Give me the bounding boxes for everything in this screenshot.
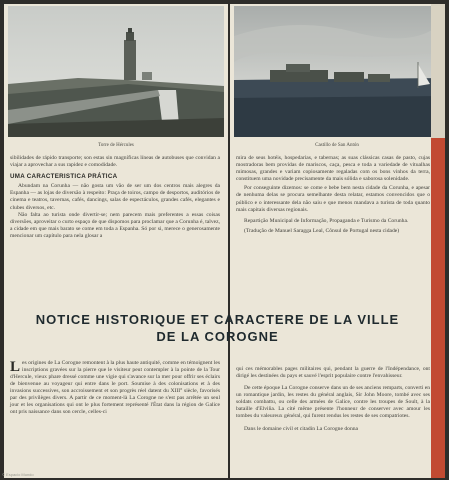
right-page bbox=[230, 4, 431, 478]
drop-cap: L bbox=[10, 359, 21, 375]
watermark: © Espacio Mundo bbox=[2, 472, 34, 477]
notice-left-text: es origines de La Corogne remontent à la plus haute antiquité, comme en témoignent les inscriptions gravées sur la pierre que le visiteur peut contempler à la pointe de la Tour d'Hercule, vieux phare dressé comme une vigie qui s'avance sur la mer pour offrir ses éclairs de bienvenue au voyageur qui entre dans le port. Soumise à des colonisations et à des invasions successives, son accroissement et son progrès réel datent du XIII° siècle, favorisés par des privilèges divers. A partir de ce moment-là La Corogne ne s'est pas arrêtée un seul jour et les organisations qui ont le plus fortement représenté l'État dans la région de Galice ont pris naissance dans son cercle, celles-ci bbox=[10, 360, 220, 416]
right-paragraph-2: Por conseguinte dizemos: se come e bebe bem nesta cidade da Corunha, e apesar de nenhuma delas se procura semelhante desta relatar, estamos convencidos que o público e o interessante dela não saiu e que menos mandava a turista de toda quanto mais capitais diversas regionais. bbox=[236, 185, 430, 213]
notice-title-line-2: DE LA COROGNE bbox=[156, 329, 279, 344]
tower-of-hercules-photo bbox=[8, 6, 224, 137]
left-paragraph-1: Abundam na Corunha — não gosta um vão de ser um dos centros mais alegres da Espanha — as lojas de diversão à respeito: Praça de toiros, campo de desportos, auditórios de cinema e teatros, tavernas, cafés, dancings, salas de espectáculos, grandes cafés, elegantes e clubes diversos, etc. bbox=[10, 183, 220, 211]
right-text-column bbox=[236, 155, 430, 235]
right-paragraph-1: mira de seus hotéis, hospedarias, e tabernas; as suas clássicas casas de pasto, cujas mostradoras bem providas de mariscos, caça, pesca e toda a variedade de vitualhas mimosas, grandes e variam copiosamente regaladas com os bons vinhos da terra, constituem uma novidade precisamente da mais sólida e saborosa solenidade. bbox=[236, 155, 430, 183]
left-paragraph-2: Não falta ao turista onde divertir-se; nem parecem mais preferentes a essas coisas diversões, aproveitar o curto espaço de que dispomos para proclamar que a Corunha é, talvez, a cidade em que mais barato se come em toda a Espanha. Só por si, merece o generosamente mencionar um capítulo para nela glosar a bbox=[10, 211, 220, 239]
left-page bbox=[4, 4, 228, 478]
notice-right-text-1: qui ces mémorables pages militaires qui, pendant la guerre de l'Indépendance, ont dirigé les destinées du pays et sauvé l'esprit populaire contre l'envahisseur. bbox=[236, 365, 430, 379]
san-anton-castle-photo bbox=[234, 6, 431, 137]
left-text-column bbox=[10, 155, 220, 240]
page-edge-strip bbox=[431, 4, 445, 138]
notice-title-line-1: NOTICE HISTORIQUE ET CARACTERE DE LA VILLE bbox=[35, 312, 400, 327]
right-photo-caption: Castillo de San Antón bbox=[315, 143, 359, 148]
right-signature: Repartição Municipal de Informação, Propaganda e Turismo da Corunha. bbox=[244, 217, 409, 224]
practical-feature-heading: UMA CARACTERISTICA PRÁTICA bbox=[10, 173, 118, 181]
left-photo-caption: Torre de Hércules bbox=[98, 143, 134, 148]
notice-left-column bbox=[10, 360, 220, 416]
notice-right-text-2: De cette époque La Corogne conserve dans un de ses anciens remparts, converti en un romantique jardin, les restes du général anglais, Sir John Moore, tombé avec ses soldats combattu, ou celle des armées de Galice, contre les troupes de Soult, à la bataille d'Elviña. La cité même présente l'honneur de conserver avec amour les tombes du valeureux général, qui furent rendus les restes de ses compatriotes. bbox=[236, 385, 430, 420]
right-translation-note: (Tradução de Manuel Saragga Leal, Cônsul de Portugal nesta cidade) bbox=[244, 227, 400, 234]
notice-right-text-3: Dans le domaine civil et citadin La Corogne donna bbox=[244, 426, 359, 433]
notice-title bbox=[4, 311, 431, 345]
red-page-edge bbox=[431, 138, 445, 478]
notice-right-column bbox=[236, 360, 430, 439]
left-intro-paragraph: sibilidades de rápido transporte; son estas sin magníficas líneas de autobuses que convidan a viajar a aprovechar a sus rapidez e comodidade. bbox=[10, 155, 220, 169]
